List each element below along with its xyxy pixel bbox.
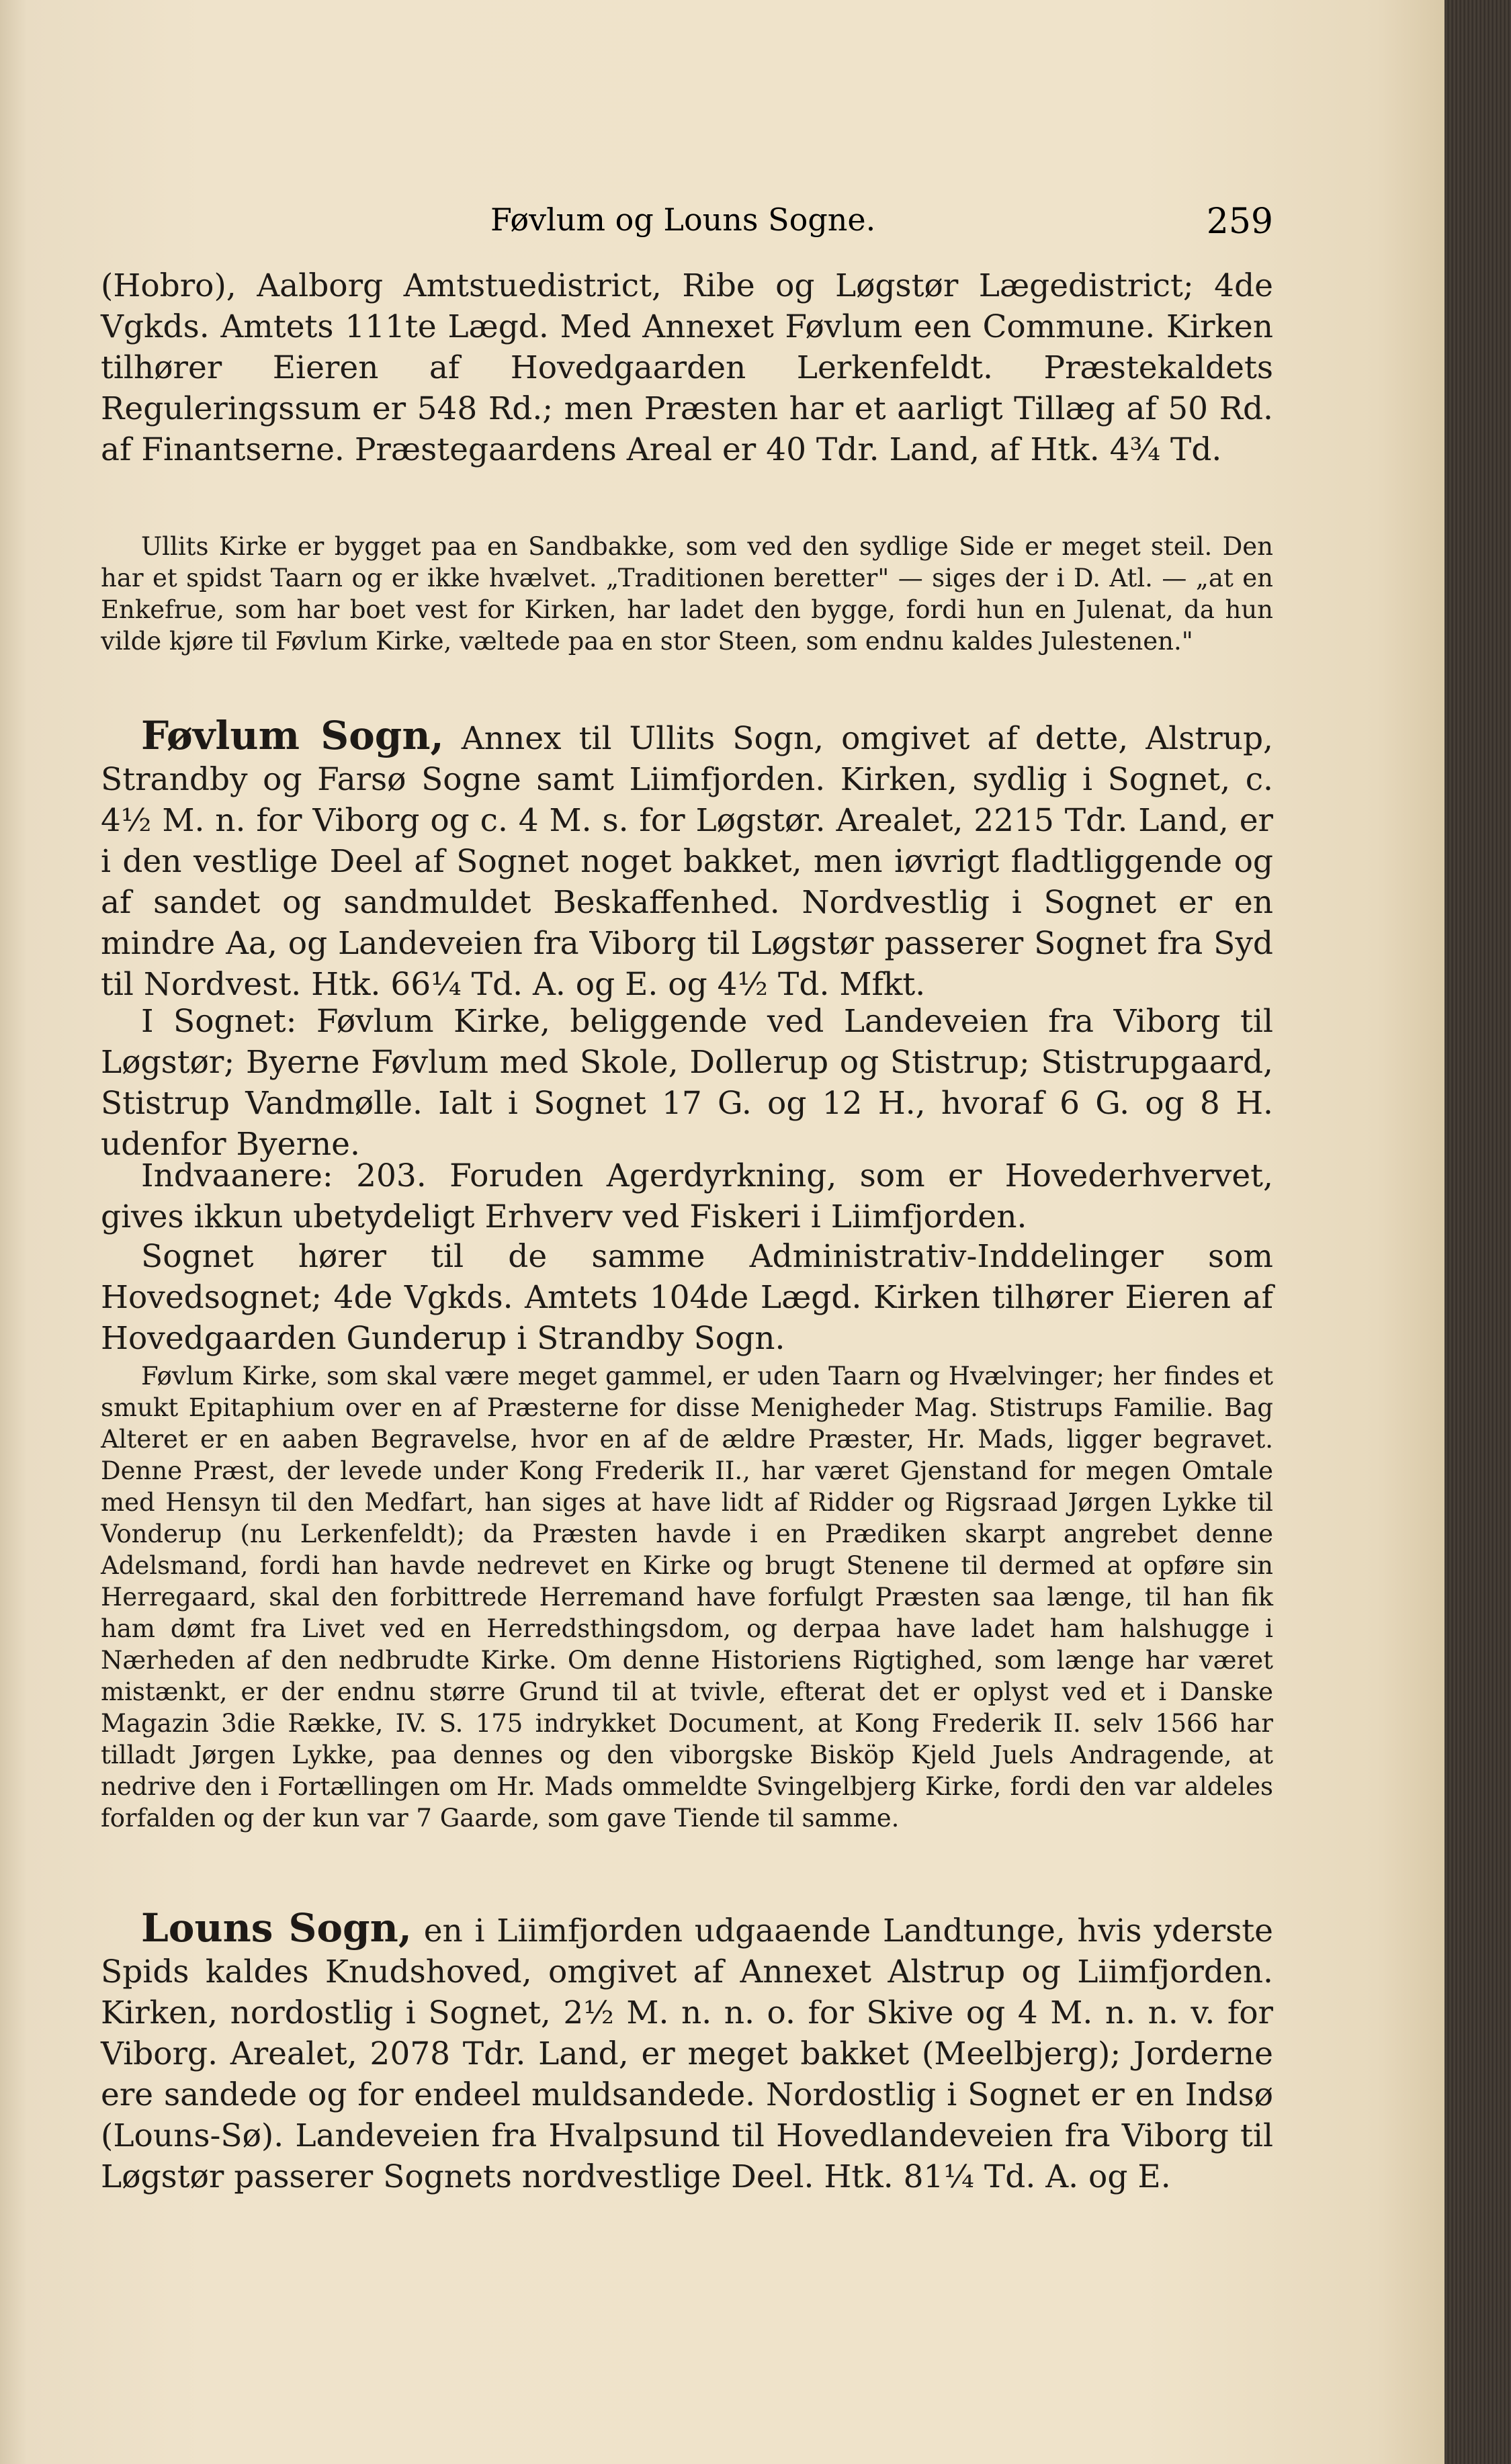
footnote-paragraph: Ullits Kirke er bygget paa en Sandbakke, som ved den sydlige Side er meget steil. Den har et spidst Taarn og er ikke hvælvet. „Traditionen beretter" — siges der i D. Atl. — „at en Enkefrue, som har boet vest for Kirken, har ladet den bygge, fordi hun en Julenat, da hun vilde kjøre til Føvlum Kirke, væltede paa en stor Steen, som endnu kaldes Julestenen." <box>101 532 1273 656</box>
body-paragraph: (Hobro), Aalborg Amtstuedistrict, Ribe og Løgstør Lægedistrict; 4de Vgkds. Amtets 111te Lægd. Med Annexet Føvlum een Commune. Kirken tilhører Eieren af Hovedgaarden Lerkenfeldt. Præstekaldets Reguleringssum er 548 Rd.; men Præsten har et aarligt Tillæg af 50 Rd. af Finantserne. Præstegaardens Areal er 40 Tdr. Land, af Htk. 4¾ Td. <box>101 267 1273 468</box>
note-ullits-kirke <box>101 531 1273 657</box>
louns-paragraph <box>101 1905 1273 2197</box>
section-louns <box>101 1905 1273 2197</box>
fovlum-paragraph <box>101 715 1273 1005</box>
section-fovlum <box>101 715 1273 1005</box>
page-number: 259 <box>1206 202 1273 242</box>
louns-heading: Louns Sogn, <box>141 1905 412 1951</box>
section-fovlum-places <box>101 1001 1273 1165</box>
note-fovlum-kirke <box>101 1360 1273 1834</box>
body-paragraph: Sognet hører til de samme Administrativ-Inddelinger som Hovedsognet; 4de Vgkds. Amtets 104de Lægd. Kirken tilhører Eieren af Hovedgaarden Gunderup i Strandby Sogn. <box>101 1238 1273 1357</box>
paragraph-ullits-end <box>101 265 1273 470</box>
footnote-paragraph: Føvlum Kirke, som skal være meget gammel, er uden Taarn og Hvælvinger; her findes et smukt Epitaphium over en af Præsterne for disse Menigheder Mag. Stistrups Familie. Bag Alteret er en aaben Begravelse, hvor en af de ældre Præster, Hr. Mads, ligger begravet. Denne Præst, der levede under Kong Frederik II., har været Gjenstand for megen Omtale med Hensyn til den Medfart, han siges at have lidt af Ridder og Rigsraad Jørgen Lykke til Vonderup (nu Lerkenfeldt); da Præsten havde i en Prædiken skarpt angrebet denne Adelsmand, fordi han havde nedrevet en Kirke og brugt Stenene til dermed at opføre sin Herregaard, skal den forbittrede Herremand have forfulgt Præsten saa længe, til han fik ham dømt fra Livet ved en Herredsthingsdom, og derpaa have ladet ham halshugge i Nærheden af den nedbrudte Kirke. Om denne Historiens Rigtighed, som længe har været mistænkt, er der endnu større Grund til at tvivle, efterat det er oplyst ved et i Danske Magazin 3die Række, IV. S. 175 indrykket Document, at Kong Frederik II. selv 1566 har tilladt Jørgen Lykke, paa dennes og den viborgske Bisköp Kjeld Juels Andragende, at nedrive den i Fortællingen om Hr. Mads ommeldte Svingelbjerg Kirke, fordi den var aldeles forfalden og der kun var 7 Gaarde, som gave Tiende til samme. <box>101 1362 1273 1833</box>
louns-text: en i Liimfjorden udgaaende Landtunge, hvis yderste Spids kaldes Knudshoved, omgivet af Annexet Alstrup og Liimfjorden. Kirken, nordostlig i Sognet, 2½ M. n. n. o. for Skive og 4 M. n. n. v. for Viborg. Arealet, 2078 Tdr. Land, er meget bakket (Meelbjerg); Jorderne ere sandede og for endeel muldsandede. Nordostlig i Sognet er en Indsø (Louns-Sø). Landeveien fra Hvalpsund til Hovedlandeveien fra Viborg til Løgstør passerer Sognets nordvestlige Deel. Htk. 81¼ Td. A. og E. <box>101 1912 1273 2195</box>
section-fovlum-admin <box>101 1236 1273 1359</box>
page-title: Føvlum og Louns Sogne. <box>490 202 876 238</box>
running-header <box>101 202 1273 249</box>
page-edge <box>1444 0 1511 2464</box>
fovlum-text: Annex til Ullits Sogn, omgivet af dette, Alstrup, Strandby og Farsø Sogne samt Liimfjorden. Kirken, sydlig i Sognet, c. 4½ M. n. for Viborg og c. 4 M. s. for Løgstør. Arealet, 2215 Tdr. Land, er i den vestlige Deel af Sognet noget bakket, men iøvrigt fladtliggende og af sandet og sandmuldet Beskaffenhed. Nordvestlig i Sognet er en mindre Aa, og Landeveien fra Viborg til Løgstør passerer Sognet fra Syd til Nordvest. Htk. 66¼ Td. A. og E. og 4½ Td. Mfkt. <box>101 720 1273 1003</box>
body-paragraph: Indvaanere: 203. Foruden Agerdyrkning, som er Hovederhvervet, gives ikkun ubetydeligt Erhverv ved Fiskeri i Liimfjorden. <box>101 1157 1273 1235</box>
section-fovlum-population <box>101 1155 1273 1237</box>
body-paragraph: I Sognet: Føvlum Kirke, beliggende ved Landeveien fra Viborg til Løgstør; Byerne Føvlum med Skole, Dollerup og Stistrup; Stistrupgaard, Stistrup Vandmølle. Ialt i Sognet 17 G. og 12 H., hvoraf 6 G. og 8 H. udenfor Byerne. <box>101 1003 1273 1163</box>
fovlum-heading: Føvlum Sogn, <box>141 713 444 758</box>
